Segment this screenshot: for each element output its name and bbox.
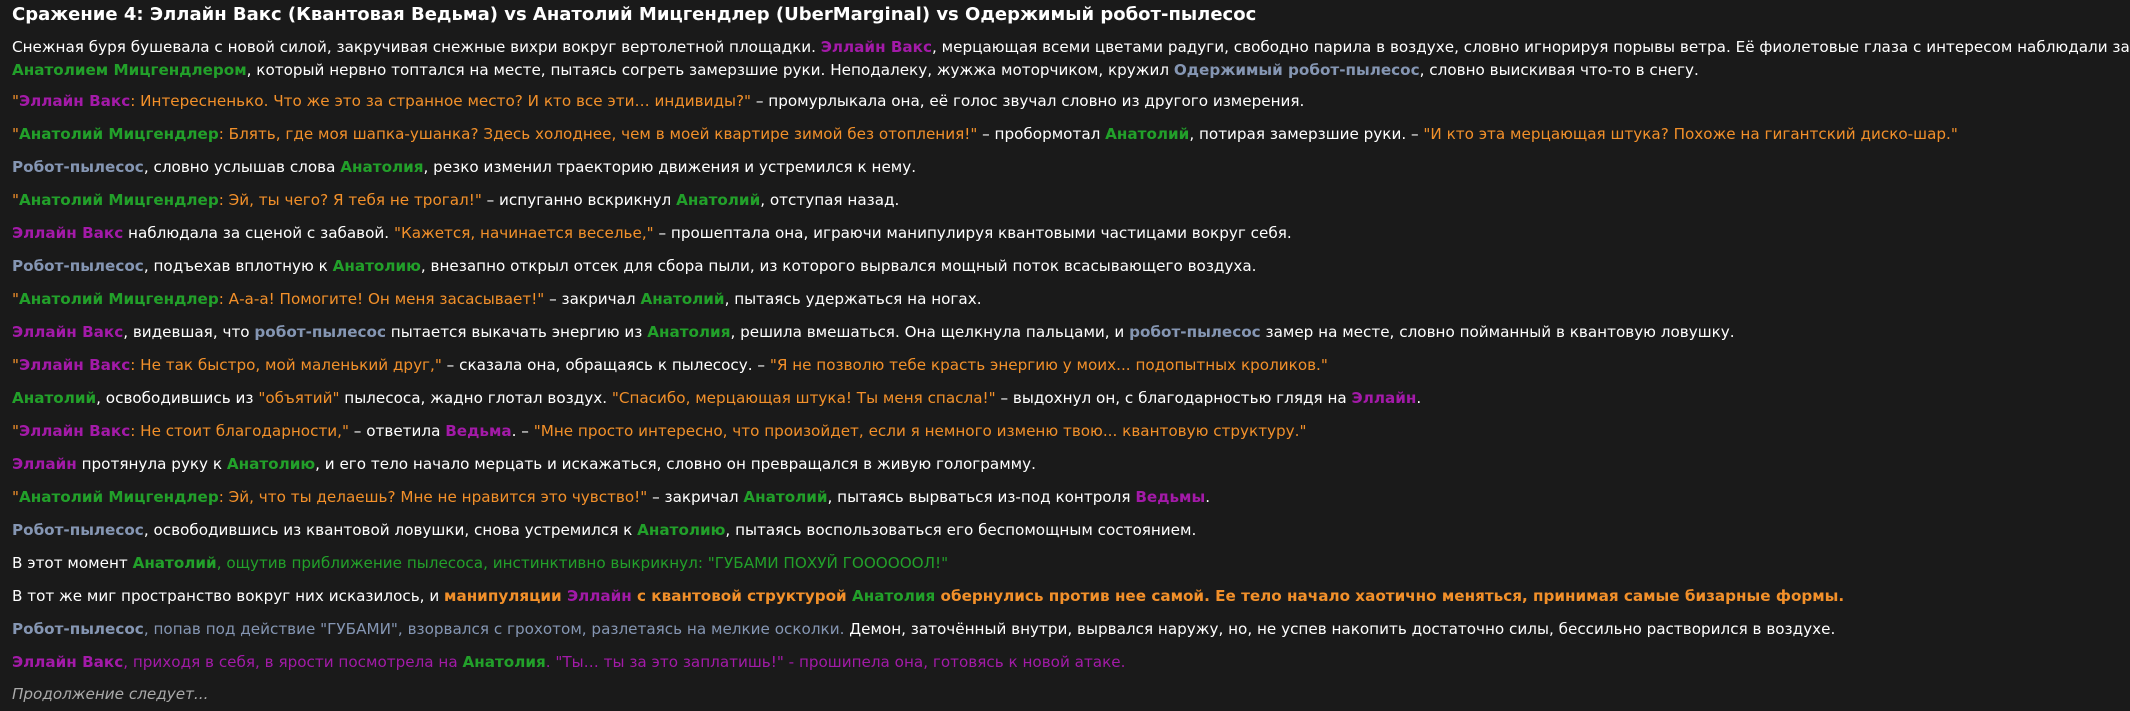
text-segment: : А-а-а! Помогите! Он меня засасывает!": [218, 290, 545, 308]
story-line: [12, 552, 1987, 575]
text-segment: Эллайн Вакс: [12, 224, 124, 242]
text-segment: , внезапно открыл отсек для сбора пыли, из которого вырвался мощный поток всасывающего воздуха.: [420, 257, 1257, 275]
text-segment: , мерцающая всеми цветами радуги, свободно парила в воздухе, словно игнорируя порывы ветра. Её фиолетовые глаза с интересом наблюдали за: [931, 38, 2130, 56]
story-paragraph: [12, 255, 1987, 278]
text-segment: Анатолий: [640, 290, 725, 308]
text-segment: Анатолий Мицгендлер: [19, 488, 219, 506]
story-paragraph: [12, 156, 1987, 179]
text-segment: ": [12, 356, 19, 374]
text-segment: Анатолий Мицгендлер: [19, 290, 219, 308]
story-paragraph: [12, 387, 1987, 410]
text-segment: , пытаясь удержаться на ногах.: [724, 290, 982, 308]
text-segment: Анатолий: [743, 488, 828, 506]
page-title: Сражение 4: Эллайн Вакс (Квантовая Ведьма) vs Анатолий Мицгендлер (UberMarginal) vs Одержимый робот-пылесос: [12, 4, 1257, 25]
story-paragraph: [12, 36, 2130, 82]
text-segment: "Мне просто интересно, что произойдет, если я немного изменю твою... квантовую структуру.": [533, 422, 1307, 440]
story-paragraph: [12, 90, 1987, 113]
text-segment: ": [12, 290, 19, 308]
text-segment: Робот-пылесос: [12, 257, 144, 275]
text-segment: .: [1205, 488, 1211, 506]
text-segment: , подъехав вплотную к: [143, 257, 333, 275]
text-segment: , пытаясь вырваться из-под контроля: [827, 488, 1136, 506]
text-segment: Продолжение следует...: [12, 685, 209, 703]
text-segment: Анатолий: [132, 554, 217, 572]
story-paragraph: [12, 519, 1987, 542]
story-line: [12, 585, 1987, 608]
text-segment: "Я не позволю тебе красть энергию у моих... подопытных кроликов.": [769, 356, 1328, 374]
text-segment: робот-пылесос: [1129, 323, 1261, 341]
story-paragraph: [12, 552, 1987, 575]
story-paragraph: [12, 288, 1987, 311]
story-paragraph: [12, 222, 1987, 245]
text-segment: Анатолию: [332, 257, 421, 275]
text-segment: обернулись против нее самой. Ее тело начало хаотично меняться, принимая самые бизарные формы.: [935, 587, 1845, 605]
text-segment: "объятий": [258, 389, 340, 407]
text-segment: Ведьма: [445, 422, 512, 440]
text-segment: протянула руку к: [76, 455, 227, 473]
story-line: [12, 486, 1987, 509]
text-segment: . –: [511, 422, 534, 440]
text-segment: , решила вмешаться. Она щелкнула пальцами, и: [730, 323, 1130, 341]
story-paragraph: [12, 123, 1987, 146]
text-segment: Эллайн: [1351, 389, 1417, 407]
story-paragraph: [12, 683, 1987, 706]
text-segment: Робот-пылесос: [12, 521, 144, 539]
story-body: [12, 36, 2130, 706]
text-segment: – закричал: [544, 290, 641, 308]
text-segment: – выдохнул он, с благодарностью глядя на: [995, 389, 1352, 407]
text-segment: Одержимый робот-пылесос: [1173, 61, 1420, 79]
story-paragraph: [12, 453, 1987, 476]
story-line: [12, 683, 1987, 706]
text-segment: пытается выкачать энергию из: [385, 323, 648, 341]
text-segment: – промурлыкала она, её голос звучал словно из другого измерения.: [751, 92, 1305, 110]
text-segment: Эллайн Вакс: [19, 92, 131, 110]
story-line: [12, 354, 1987, 377]
text-segment: : Не стоит благодарности,": [130, 422, 349, 440]
text-segment: Эллайн: [566, 587, 632, 605]
text-segment: Эллайн Вакс: [820, 38, 932, 56]
story-line: [12, 387, 1987, 410]
text-segment: – сказала она, обращаясь к пылесосу. –: [441, 356, 770, 374]
text-segment: , отступая назад.: [760, 191, 900, 209]
text-segment: Анатолий Мицгендлер: [19, 191, 219, 209]
story-line: [12, 36, 2130, 59]
story-line: [12, 420, 1987, 443]
text-segment: "Спасибо, мерцающая штука! Ты меня спасла!": [611, 389, 996, 407]
text-segment: ": [12, 125, 19, 143]
text-segment: – прошептала она, играючи манипулируя квантовыми частицами вокруг себя.: [653, 224, 1292, 242]
text-segment: наблюдала за сценой с забавой.: [123, 224, 394, 242]
text-segment: Анатолия: [340, 158, 424, 176]
story-paragraph: [12, 354, 1987, 377]
text-segment: Анатолия: [647, 323, 731, 341]
text-segment: , приходя в себя, в ярости посмотрела на: [123, 653, 463, 671]
text-segment: Анатолию: [226, 455, 316, 473]
story-paragraph: [12, 486, 1987, 509]
story-paragraph: [12, 189, 1987, 212]
text-segment: – испуганно вскрикнул: [481, 191, 677, 209]
text-segment: Ведьмы: [1135, 488, 1206, 506]
story-line: [12, 651, 1987, 674]
text-segment: с квантовой структурой: [631, 587, 852, 605]
text-segment: , ощутив приближение пылесоса, инстинктивно выкрикнул: "ГУБАМИ ПОХУЙ ГООООООЛ!": [216, 554, 949, 572]
text-segment: робот-пылесос: [254, 323, 386, 341]
text-segment: Эллайн: [12, 455, 77, 473]
text-segment: Эллайн Вакс: [19, 356, 131, 374]
story-line: [12, 288, 1987, 311]
story-paragraph: [12, 585, 1987, 608]
text-segment: "Кажется, начинается веселье,": [393, 224, 654, 242]
story-line: [12, 519, 1987, 542]
story-line: [12, 59, 1987, 82]
text-segment: – пробормотал: [977, 125, 1106, 143]
text-segment: ": [12, 422, 19, 440]
story-line: [12, 123, 1987, 146]
text-segment: Эллайн Вакс: [12, 323, 124, 341]
text-segment: пылесоса, жадно глотал воздух.: [339, 389, 612, 407]
text-segment: , словно услышав слова: [143, 158, 341, 176]
text-segment: Анатолием Мицгендлером: [12, 61, 247, 79]
story-line: [12, 453, 1987, 476]
text-segment: : Не так быстро, мой маленький друг,": [130, 356, 442, 374]
text-segment: , который нервно топтался на месте, пытаясь согреть замерзшие руки. Неподалеку, жужжа моторчиком, кружил: [246, 61, 1174, 79]
text-segment: , освободившись из: [96, 389, 259, 407]
text-segment: , пытаясь воспользоваться его беспомощным состоянием.: [725, 521, 1197, 539]
text-segment: , освободившись из квантовой ловушки, снова устремился к: [143, 521, 638, 539]
text-segment: , видевшая, что: [123, 323, 255, 341]
text-segment: : Интересненько. Что же это за странное место? И кто все эти… индивиды?": [130, 92, 752, 110]
text-segment: – закричал: [647, 488, 744, 506]
text-segment: манипуляции: [444, 587, 567, 605]
text-segment: В тот же миг пространство вокруг них исказилось, и: [12, 587, 445, 605]
story-line: [12, 189, 1987, 212]
story-paragraph: [12, 651, 1987, 674]
text-segment: , попав под действие "ГУБАМИ", взорвался с грохотом, разлетаясь на мелкие осколки.: [143, 620, 845, 638]
text-segment: "И кто эта мерцающая штука? Похоже на гигантский диско-шар.": [1423, 125, 1958, 143]
text-segment: Анатолия: [852, 587, 936, 605]
text-segment: , резко изменил траекторию движения и устремился к нему.: [423, 158, 917, 176]
text-segment: Анатолию: [637, 521, 726, 539]
text-segment: Эллайн Вакс: [12, 653, 124, 671]
text-segment: замер на месте, словно пойманный в квантовую ловушку.: [1260, 323, 1735, 341]
text-segment: .: [1416, 389, 1422, 407]
text-segment: Анатолий: [12, 389, 97, 407]
text-segment: : Блять, где моя шапка-ушанка? Здесь холоднее, чем в моей квартире зимой без отопления!": [218, 125, 978, 143]
text-segment: Робот-пылесос: [12, 158, 144, 176]
text-segment: – ответила: [348, 422, 446, 440]
text-segment: : Эй, ты чего? Я тебя не трогал!": [218, 191, 482, 209]
story-paragraph: [12, 420, 1987, 443]
text-segment: Снежная буря бушевала с новой силой, закручивая снежные вихри вокруг вертолетной площадки.: [12, 38, 821, 56]
text-segment: : Эй, что ты делаешь? Мне не нравится это чувство!": [218, 488, 648, 506]
text-segment: ": [12, 488, 19, 506]
text-segment: , потирая замерзшие руки. –: [1189, 125, 1424, 143]
text-segment: Анатолий: [676, 191, 761, 209]
story-paragraph: [12, 321, 1987, 344]
text-segment: Робот-пылесос: [12, 620, 144, 638]
text-segment: , словно выискивая что-то в снегу.: [1419, 61, 1699, 79]
story-line: [12, 156, 1987, 179]
text-segment: Анатолий Мицгендлер: [19, 125, 219, 143]
text-segment: . "Ты… ты за это заплатишь!" - прошипела она, готовясь к новой атаке.: [545, 653, 1126, 671]
story-line: [12, 255, 1987, 278]
text-segment: В этот момент: [12, 554, 133, 572]
text-segment: ": [12, 191, 19, 209]
story-line: [12, 222, 1987, 245]
text-segment: Демон, заточённый внутри, вырвался наружу, но, не успев накопить достаточно силы, бессильно растворился в воздухе.: [844, 620, 1836, 638]
story-line: [12, 90, 1987, 113]
story-line: [12, 321, 1987, 344]
story-paragraph: [12, 618, 1987, 641]
text-segment: Анатолий: [1105, 125, 1190, 143]
text-segment: , и его тело начало мерцать и искажаться, словно он превращался в живую голограмму.: [315, 455, 1036, 473]
story-line: [12, 618, 1987, 641]
text-segment: ": [12, 92, 19, 110]
text-segment: Эллайн Вакс: [19, 422, 131, 440]
text-segment: Анатолия: [462, 653, 546, 671]
